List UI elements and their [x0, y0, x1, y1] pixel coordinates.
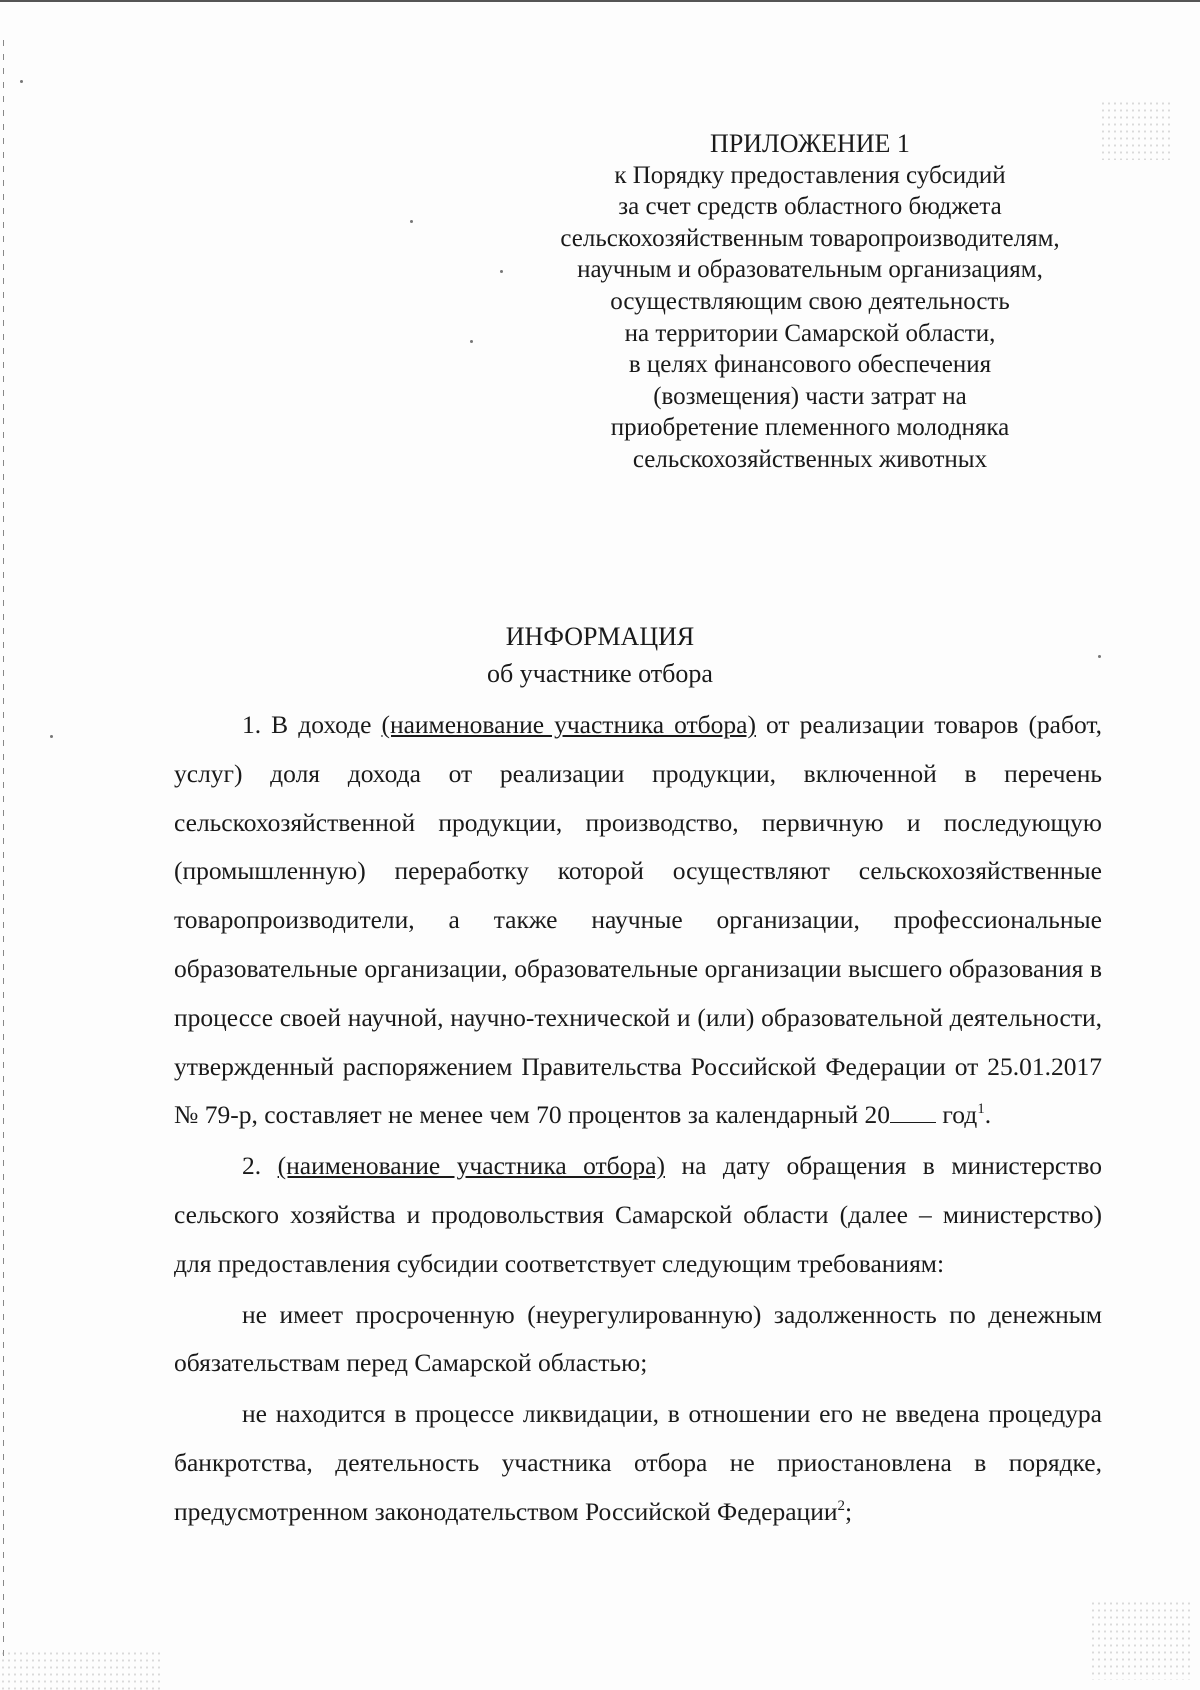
annex-line: за счет средств областного бюджета: [618, 193, 1002, 221]
paragraph-2: [174, 1142, 1102, 1288]
scan-noise-top-right: [1100, 100, 1170, 160]
paragraph-1-tail: год: [936, 1100, 978, 1130]
footnote-ref-1: 1: [977, 1101, 985, 1118]
scan-speck: [20, 80, 23, 83]
annex-line: на территории Самарской области,: [624, 319, 996, 347]
annex-line: осуществляющим свою деятельность: [610, 287, 1010, 315]
annex-line: научным и образовательным организациям,: [577, 256, 1043, 284]
annex-heading: ПРИЛОЖЕНИЕ 1: [710, 129, 910, 158]
scan-speck: [1098, 655, 1101, 658]
annex-line: к Порядку предоставления субсидий: [614, 161, 1006, 189]
year-blank-line: [890, 1102, 936, 1123]
scan-speck: [410, 220, 413, 223]
scan-speck: [470, 340, 473, 343]
annex-line: (возмещения) части затрат на: [653, 382, 967, 410]
annex-line: в целях финансового обеспечения: [628, 351, 992, 379]
paragraph-1-end: .: [984, 1100, 992, 1130]
scan-edge-top: [0, 0, 1200, 2]
requirement-2-end: ;: [845, 1496, 853, 1526]
paragraph-1-lead: 1. В доходе: [242, 710, 382, 739]
requirement-1: не имеет просроченную (неурегулированную) задолженность по денежным обязательствам перед Самарской областью;: [174, 1299, 1102, 1378]
paragraph-1: [174, 701, 1102, 1140]
scan-noise-bottom-right: [1090, 1600, 1190, 1680]
document-title: [420, 618, 780, 692]
paragraph-2-text: на дату обращения в министерство сельского хозяйства и продовольствия Самарской области (далее – министерство) для предоставления субсидии соответствует следующим требованиям:: [174, 1151, 1102, 1278]
scan-speck: [500, 270, 503, 273]
title-main: ИНФОРМАЦИЯ: [505, 622, 695, 651]
annex-line: сельскохозяйственным товаропроизводителям,: [560, 224, 1060, 252]
scan-edge-left: [3, 40, 4, 1660]
scan-noise-bottom-left: [0, 1650, 160, 1690]
title-sub: об участнике отбора: [487, 659, 713, 688]
requirement-2: [174, 1390, 1102, 1536]
participant-name-placeholder: (наименование участника отбора): [277, 1151, 665, 1181]
requirement-2-text: не находится в процессе ликвидации, в отношении его не введена процедура банкротства, деятельность участника отбора не приостановлена в порядке, предусмотренном законодательством Российской Федерации: [174, 1399, 1102, 1526]
scan-speck: [50, 735, 53, 738]
participant-name-placeholder: (наименование участника отбора): [381, 710, 756, 739]
paragraph-2-lead: 2.: [242, 1151, 278, 1181]
footnote-ref-2: 2: [837, 1497, 845, 1514]
document-body: [174, 701, 1102, 1537]
annex-line: сельскохозяйственных животных: [632, 445, 988, 473]
annex-block: [530, 128, 1090, 476]
paragraph-1-text: от реализации товаров (работ, услуг) доля дохода от реализации продукции, включенной в перечень сельскохозяйственной продукции, производство, первичную и последующую (промышленную) переработку которой осуществляют сельскохозяйственные товаропроизводители, а также научные организации, профессиональные образовательные организации, образовательные организации высшего образования в процессе своей научной, научно-технической и (или) образовательной деятельности, утвержденный распоряжением Правительства Российской Федерации от 25.01.2017 № 79-р, составляет не менее чем 70 процентов за календарный 20: [174, 710, 1102, 1130]
annex-line: приобретение племенного молодняка: [610, 414, 1010, 442]
